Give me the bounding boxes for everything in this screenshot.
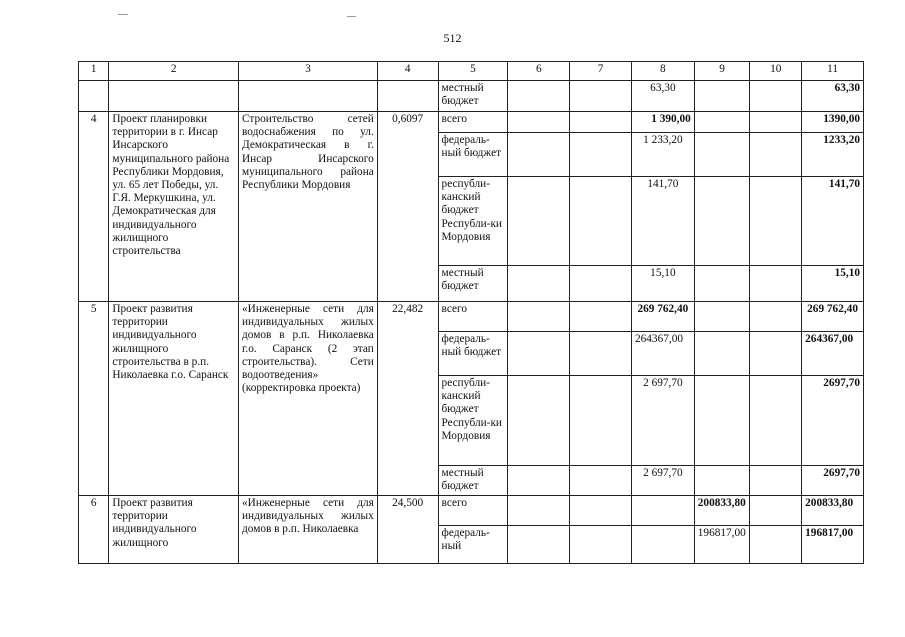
cell-empty [508,332,570,376]
column-header: 5 [438,62,508,81]
cell-empty [694,302,750,332]
project-object: Строительство сетей водоснабжения по ул. Демократическая в г. Инсар Инсарского муниципального района Республики Мордовия [239,112,378,302]
cell-empty [570,466,632,496]
cell-empty [750,526,802,564]
cell-empty [79,81,109,112]
column-header: 9 [694,62,750,81]
cell-empty [631,526,694,564]
funding-source: всего [438,112,508,133]
cell-empty [750,496,802,526]
column-header: 3 [239,62,378,81]
funding-source: федераль-ный бюджет [438,332,508,376]
amount-col8: 1 390,00 [631,112,694,133]
amount-col8: 63,30 [631,81,694,112]
amount-col8: 1 233,20 [631,133,694,177]
amount-total: 196817,00 [802,526,864,564]
cell-empty [570,177,632,266]
project-name: Проект развития территории индивидуального жилищного [109,496,239,564]
cell-empty [508,133,570,177]
cell-empty [570,496,632,526]
funding-source: всего [438,496,508,526]
project-capacity: 0,6097 [377,112,438,302]
column-header: 6 [508,62,570,81]
cell-empty [508,177,570,266]
cell-empty [570,133,632,177]
amount-col8: 2 697,70 [631,466,694,496]
cell-empty [570,332,632,376]
project-object: «Инженерные сети для индивидуальных жилых домов в р.п. Николаевка г.о. Саранск (2 этап строительства). Сети водоотведения» (корректировка проекта) [239,302,378,496]
amount-total: 1233,20 [802,133,864,177]
amount-col9: 200833,80 [694,496,750,526]
amount-col9: 196817,00 [694,526,750,564]
funding-source: республи-канский бюджет Республи-ки Мордовия [438,376,508,466]
cell-empty [750,266,802,302]
cell-empty [694,466,750,496]
amount-total: 2697,70 [802,466,864,496]
funding-source: местный бюджет [438,81,508,112]
column-header: 7 [570,62,632,81]
cell-empty [750,302,802,332]
cell-empty [694,376,750,466]
funding-source: местный бюджет [438,266,508,302]
funding-source: федераль-ный бюджет [438,133,508,177]
cell-empty [508,466,570,496]
amount-total: 63,30 [802,81,864,112]
column-header: 10 [750,62,802,81]
budget-table [78,61,864,564]
column-header: 2 [109,62,239,81]
cell-empty [570,302,632,332]
row-number: 5 [79,302,109,496]
amount-total: 141,70 [802,177,864,266]
cell-empty [750,81,802,112]
table-row [79,302,864,332]
cell-empty [631,496,694,526]
cell-empty [694,133,750,177]
table-row [79,496,864,526]
amount-total: 15,10 [802,266,864,302]
row-number: 6 [79,496,109,564]
cell-empty [508,302,570,332]
cell-empty [570,526,632,564]
amount-total: 264367,00 [802,332,864,376]
cell-empty [570,266,632,302]
cell-empty [508,266,570,302]
amount-col8: 269 762,40 [631,302,694,332]
column-header: 8 [631,62,694,81]
amount-total: 1390,00 [802,112,864,133]
funding-source: республи-канский бюджет Республи-ки Мордовия [438,177,508,266]
cell-empty [570,81,632,112]
cell-empty [377,81,438,112]
project-capacity: 22,482 [377,302,438,496]
cell-empty [694,81,750,112]
amount-col8: 2 697,70 [631,376,694,466]
cell-empty [694,177,750,266]
cell-empty [239,81,378,112]
cell-empty [750,466,802,496]
cell-empty [750,376,802,466]
amount-total: 269 762,40 [802,302,864,332]
table-header-row [79,62,864,81]
cell-empty [508,81,570,112]
project-name: Проект развития территории индивидуального жилищного строительства в р.п. Николаевка г.о. Саранск [109,302,239,496]
cell-empty [508,376,570,466]
cell-empty [508,112,570,133]
funding-source: местный бюджет [438,466,508,496]
column-header: 4 [377,62,438,81]
amount-total: 2697,70 [802,376,864,466]
cell-empty [508,496,570,526]
amount-col8: 15,10 [631,266,694,302]
scan-speck [347,16,356,17]
project-name: Проект планировки территории в г. Инсар Инсарского муниципального района Республики Мордовия, ул. 65 лет Победы, ул. Г.Я. Меркушкина, ул. Демократическая для индивидуального жилищного строительства [109,112,239,302]
table-row [79,81,864,112]
funding-source: всего [438,302,508,332]
cell-empty [570,112,632,133]
project-capacity: 24,500 [377,496,438,564]
cell-empty [750,112,802,133]
cell-empty [570,376,632,466]
funding-source: федераль-ный [438,526,508,564]
cell-empty [750,332,802,376]
cell-empty [750,177,802,266]
amount-col8: 141,70 [631,177,694,266]
cell-empty [109,81,239,112]
column-header: 11 [802,62,864,81]
cell-empty [694,112,750,133]
page-number: 512 [443,31,462,45]
cell-empty [694,332,750,376]
scan-speck [118,14,128,15]
cell-empty [694,266,750,302]
amount-col8: 264367,00 [631,332,694,376]
cell-empty [508,526,570,564]
table-row [79,112,864,133]
project-object: «Инженерные сети для индивидуальных жилых домов в р.п. Николаевка [239,496,378,564]
column-header: 1 [79,62,109,81]
row-number: 4 [79,112,109,302]
amount-total: 200833,80 [802,496,864,526]
cell-empty [750,133,802,177]
